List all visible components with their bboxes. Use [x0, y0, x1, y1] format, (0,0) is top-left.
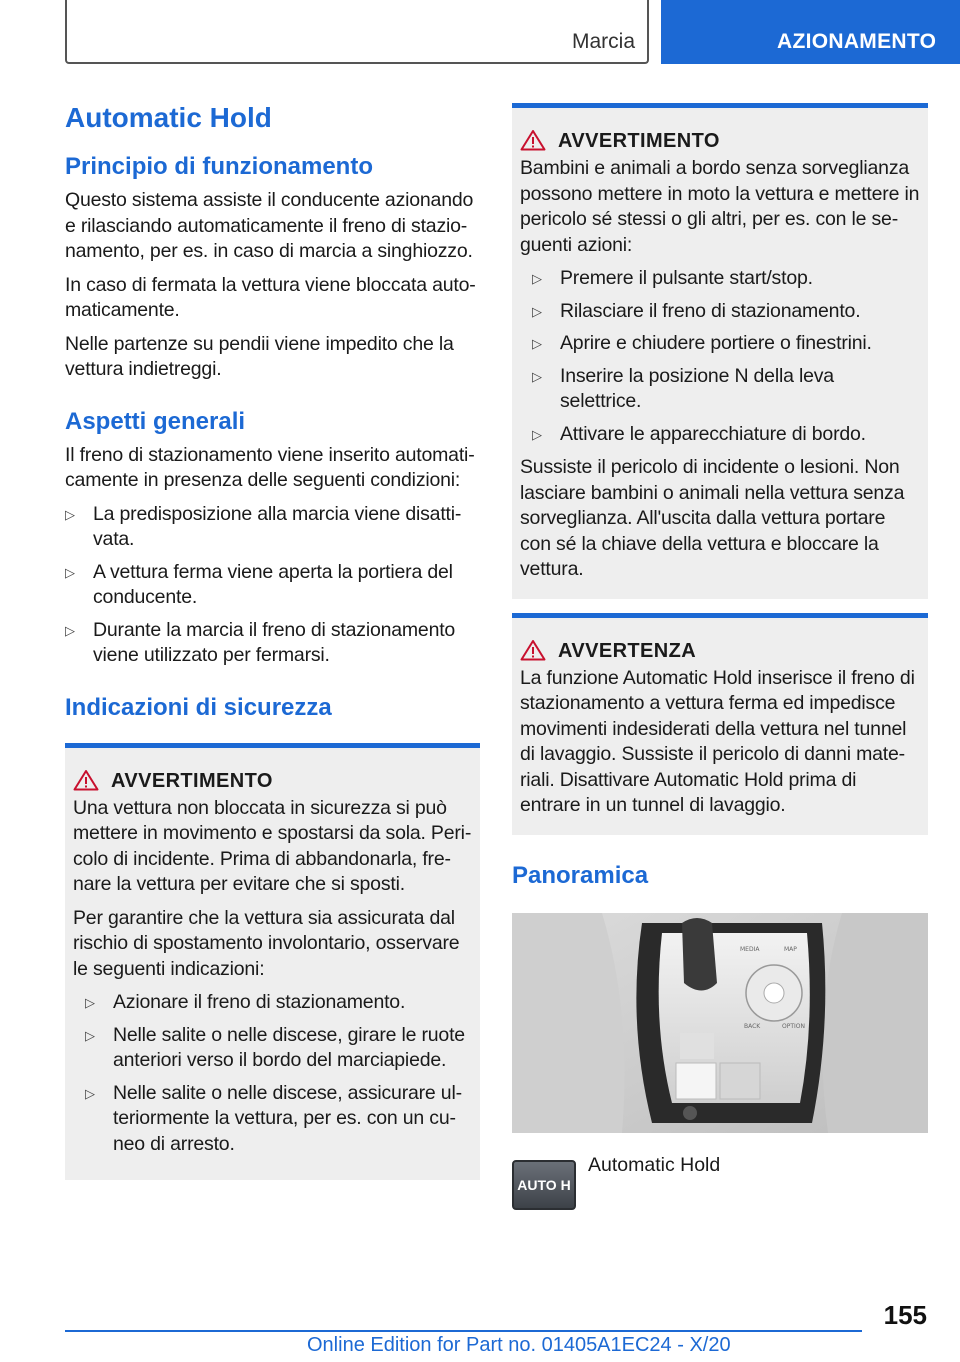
general-heading: Aspetti generali — [65, 407, 246, 435]
auto-hold-button-legend — [512, 1150, 928, 1214]
list-item: ▷ Nelle salite o nelle discese, assicurare ulteriormente la vettura, per es. con un cuneo di arresto. — [85, 1081, 463, 1155]
triangle-bullet-icon: ▷ — [85, 995, 95, 1010]
warning-triangle-icon — [520, 639, 546, 661]
triangle-bullet-icon: ▷ — [65, 622, 75, 638]
header-section-tab — [65, 0, 649, 64]
left-column — [65, 100, 480, 1180]
triangle-bullet-icon: ▷ — [65, 564, 75, 580]
center-console-image — [512, 913, 928, 1133]
notice-box — [512, 613, 928, 835]
list-item: ▷ Durante la marcia il freno di stazionamento viene utilizzato per fermarsi. — [65, 618, 456, 666]
list-item: ▷ Aprire e chiudere portiere o finestrini. — [532, 331, 920, 357]
list-item: ▷ Attivare le apparecchiature di bordo. — [532, 422, 920, 448]
warning-list — [73, 990, 472, 1157]
svg-text:BACK: BACK — [744, 1022, 761, 1030]
svg-text:MEDIA: MEDIA — [740, 945, 760, 953]
warning-list — [520, 266, 920, 447]
overview-heading: Panoramica — [512, 861, 649, 889]
triangle-bullet-icon: ▷ — [65, 506, 75, 522]
triangle-bullet-icon: ▷ — [532, 303, 542, 319]
general-list — [65, 502, 480, 669]
triangle-bullet-icon: ▷ — [85, 1027, 95, 1043]
list-item: ▷ Premere il pulsante start/stop. — [532, 266, 920, 292]
warning-para: Bambini e animali a bordo senza sorveglianza possono mettere in moto la vettura e mettere in pericolo sé stessi o gli altri, per es. con le seguenti azioni: — [520, 157, 920, 256]
header-chapter-tab — [661, 0, 960, 64]
warning-para: Una vettura non bloccata in sicurezza si può mettere in movimento e spostarsi da sola. Pericolo di incidente. Prima di abbandonarla, frenare la vettura per evitare che si sposti. — [73, 796, 472, 895]
triangle-bullet-icon: ▷ — [532, 271, 542, 286]
triangle-bullet-icon: ▷ — [85, 1085, 95, 1101]
principle-para: Questo sistema assiste il conducente azionando e rilasciando automaticamente il freno di stazionamento, per es. in caso di marcia a singhiozzo. — [65, 189, 474, 262]
general-intro: Il freno di stazionamento viene inserito automaticamente in presenza delle seguenti condizioni: — [65, 443, 475, 491]
list-item: ▷ A vettura ferma viene aperta la portiera del conducente. — [65, 560, 453, 608]
principle-heading: Principio di funzionamento — [65, 153, 373, 180]
footer-edition: Online Edition for Part no. 01405A1EC24 - X/20 — [307, 1334, 731, 1356]
warning-box — [65, 743, 480, 1181]
header-chapter-label: AZIONAMENTO — [777, 30, 937, 53]
warning-para: Per garantire che la vettura sia assicurata dal rischio di spostamento involontario, osservare le seguenti indicazioni: — [73, 906, 460, 980]
warning-triangle-icon — [520, 129, 546, 151]
list-item: ▷ Nelle salite o nelle discese, girare le ruote anteriori verso il bordo del marciapiede. — [85, 1023, 465, 1071]
auto-hold-label: Automatic Hold — [588, 1153, 721, 1176]
page-number: 155 — [883, 1300, 927, 1330]
list-item: ▷ Rilasciare il freno di stazionamento. — [532, 299, 920, 325]
auto-hold-button-icon: AUTO H — [512, 1160, 576, 1210]
notice-title: AVVERTENZA — [520, 638, 920, 664]
list-item: ▷ Inserire la posizione N della leva selettrice. — [532, 364, 834, 412]
warning-para: Sussiste il pericolo di incidente o lesioni. Non lasciare bambini o animali nella vettura senza sorveglianza. All'uscita dalla vettura portare con sé la chiave della vettura e bloccare la vettura. — [520, 456, 905, 580]
triangle-bullet-icon: ▷ — [532, 368, 542, 384]
list-item: ▷ La predisposizione alla marcia viene disattivata. — [65, 502, 462, 550]
triangle-bullet-icon: ▷ — [532, 336, 542, 351]
right-column — [512, 100, 928, 1214]
notice-para: La funzione Automatic Hold inserisce il freno di stazionamento a vettura ferma ed impedisce movimenti indesiderati della vettura nel tunnel di lavaggio. Sussiste il pericolo di danni materiali. Disattivare Automatic Hold prima di entrare in un tunnel di lavaggio. — [520, 666, 915, 816]
page-title: Automatic Hold — [65, 102, 272, 133]
header-section-label: Marcia — [571, 30, 635, 53]
safety-heading: Indicazioni di sicurezza — [65, 693, 332, 721]
svg-text:OPTION: OPTION — [782, 1022, 805, 1030]
principle-para: In caso di fermata la vettura viene bloccata automaticamente. — [65, 273, 476, 321]
principle-para: Nelle partenze su pendii viene impedito che la vettura indietreggi. — [65, 332, 454, 380]
triangle-bullet-icon: ▷ — [532, 426, 542, 442]
list-item: ▷ Azionare il freno di stazionamento. — [85, 990, 472, 1016]
warning-title: AVVERTIMENTO — [73, 768, 472, 794]
footer-divider — [65, 1330, 862, 1332]
warning-triangle-icon — [73, 769, 99, 791]
warning-title: AVVERTIMENTO — [520, 128, 920, 154]
warning-box — [512, 103, 928, 599]
svg-text:MAP: MAP — [784, 945, 797, 953]
